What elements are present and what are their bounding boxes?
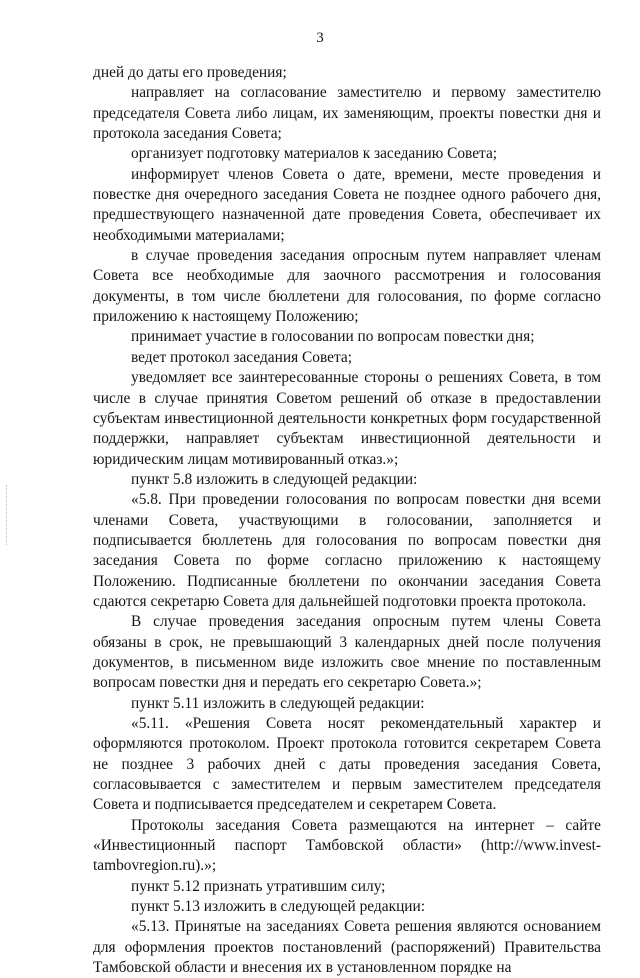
paragraph: пункт 5.11 изложить в следующей редакции: (131, 694, 425, 712)
paragraph: организует подготовку материалов к заседанию Совета; (131, 145, 498, 163)
paragraph: пункт 5.8 изложить в следующей редакции: (131, 470, 418, 488)
paragraph: ведет протокол заседания Совета; (131, 348, 353, 366)
paragraph: уведомляет все заинтересованные стороны о решениях Совета, в том числе в случае принятия Советом решений об отказе в предоставлении субъектам инвестиционной деятельности конкретных форм государственной поддержки, направляет субъектам инвестиционной деятельности и юридическим лицам мотивированный отказ.»; (93, 369, 601, 468)
paragraph: дней до даты его проведения; (93, 64, 287, 81)
document-body (93, 63, 601, 978)
margin-scan-mark (6, 485, 8, 545)
paragraph: «5.8. При проведении голосования по вопросам повестки дня всеми членами Совета, участвующими в голосовании, заполняется и подписывается бюллетень для голосования по вопросам повестки дня заседания Совета по форме согласно приложению к настоящему Положению. Подписанные бюллетени по окончании заседания Совета сдаются секретарю Совета для дальнейшей подготовки проекта протокола. (93, 491, 601, 610)
paragraph: «5.13. Принятые на заседаниях Совета решения являются основанием для оформления проектов постановлений (распоряжений) Правительства Тамбовской области и внесения их в установленном порядке на (93, 918, 601, 977)
paragraph: информирует членов Совета о дате, времени, месте проведения и повестке дня очередного заседания Совета не позднее одного рабочего дня, предшествующего назначенной дате проведения Совета, обеспечивает их необходимыми материалами; (93, 165, 601, 244)
paragraph: в случае проведения заседания опросным путем направляет членам Совета все необходимые для заочного рассмотрения и голосования документы, в том числе бюллетени для голосования, по форме согласно приложению к настоящему Положению; (93, 247, 601, 326)
paragraph: принимает участие в голосовании по вопросам повестки дня; (131, 328, 535, 346)
paragraph: пункт 5.12 признать утратившим силу; (131, 877, 386, 895)
paragraph: направляет на согласование заместителю и первому заместителю председателя Совета либо лицам, их заменяющим, проекты повестки дня и протокола заседания Совета; (93, 84, 601, 143)
paragraph: В случае проведения заседания опросным путем члены Совета обязаны в срок, не превышающий 3 календарных дней после получения документов, в письменном виде изложить свое мнение по поставленным вопросам повестки дня и передать его секретарю Совета.»; (93, 613, 601, 692)
paragraph: Протоколы заседания Совета размещаются на интернет – сайте «Инвестиционный паспорт Тамбовской области» (http://www.invest-tambovregion.ru).»; (93, 816, 601, 875)
paragraph: «5.11. «Решения Совета носят рекомендательный характер и оформляются протоколом. Проект протокола готовится секретарем Совета не позднее 3 рабочих дней с даты проведения заседания Совета, согласовывается с заместителем и первым заместителем председателя Совета и подписывается председателем и секретарем Совета. (93, 715, 601, 814)
page-number: 3 (316, 30, 324, 46)
paragraph: пункт 5.13 изложить в следующей редакции: (131, 898, 426, 916)
